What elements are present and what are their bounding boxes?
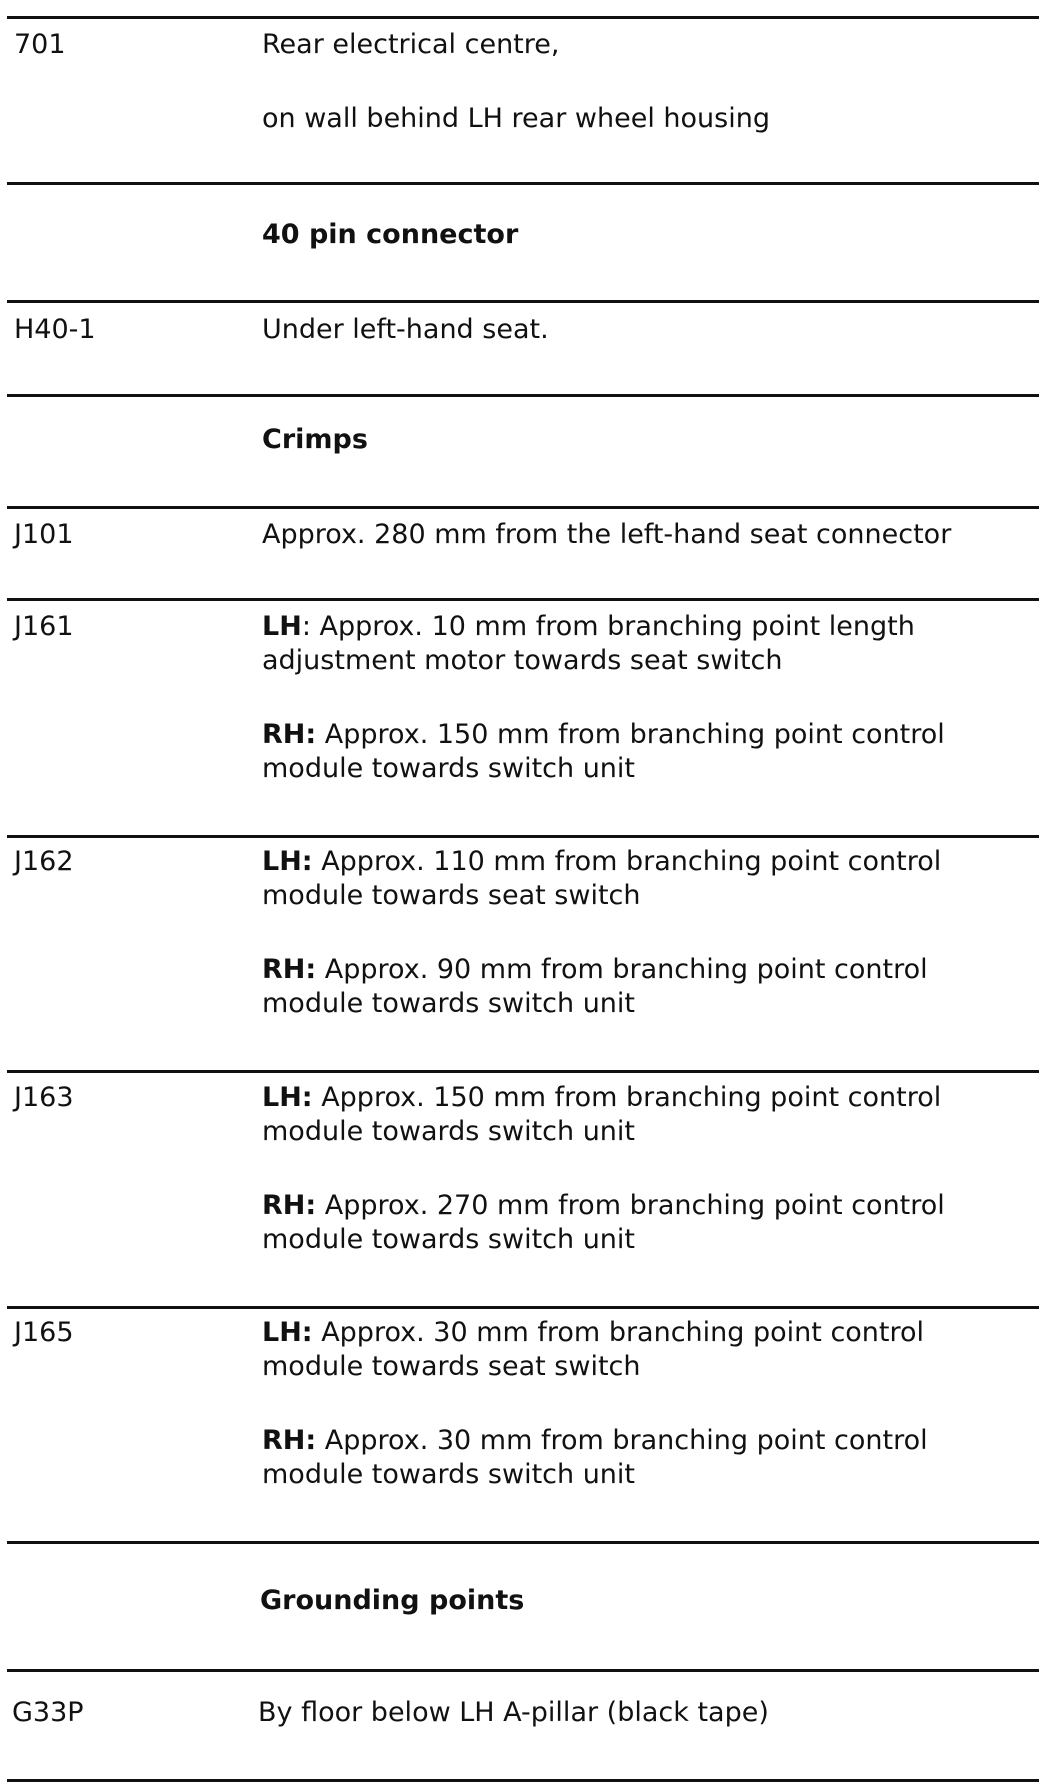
rh-paragraph: [262, 1424, 1022, 1492]
table-rule: [7, 1541, 1039, 1544]
row-id: J162: [14, 846, 74, 877]
lh-paragraph: [262, 845, 1022, 913]
section-heading: Grounding points: [260, 1585, 525, 1616]
rh-text: Approx. 270 mm from branching point control module towards switch unit: [262, 1190, 945, 1255]
row-description: [262, 28, 1022, 136]
rh-label: RH:: [262, 719, 317, 750]
lh-label: LH:: [262, 846, 313, 877]
section-heading: 40 pin connector: [262, 219, 519, 250]
lh-text: : Approx. 10 mm from branching point length adjustment motor towards seat switch: [262, 611, 915, 676]
row-id: 701: [14, 29, 66, 60]
lh-label: LH:: [262, 1317, 313, 1348]
rh-paragraph: [262, 1189, 1022, 1257]
section-heading: Crimps: [262, 424, 368, 455]
rh-text: Approx. 90 mm from branching point control module towards switch unit: [262, 954, 928, 1019]
table-rule: [7, 1779, 1039, 1782]
lh-paragraph: [262, 1081, 1022, 1149]
lh-text: Approx. 150 mm from branching point control module towards switch unit: [262, 1082, 942, 1147]
lh-text: Approx. 30 mm from branching point control module towards seat switch: [262, 1317, 925, 1382]
rh-paragraph: [262, 953, 1022, 1021]
row-description: Approx. 280 mm from the left-hand seat connector: [262, 519, 952, 550]
table-rule: [7, 182, 1039, 185]
table-rule: [7, 1669, 1039, 1672]
row-id: J101: [14, 519, 74, 550]
row-description: By floor below LH A-pillar (black tape): [258, 1697, 769, 1728]
row-id: J163: [14, 1082, 74, 1113]
table-rule: [7, 300, 1039, 303]
row-id: H40-1: [14, 314, 96, 345]
row-description: Under left-hand seat.: [262, 314, 549, 345]
row-description: [262, 610, 1022, 786]
row-id: G33P: [12, 1697, 84, 1728]
table-rule: [7, 506, 1039, 509]
rh-label: RH:: [262, 954, 317, 985]
row-description: [262, 1316, 1022, 1492]
rh-text: Approx. 30 mm from branching point control module towards switch unit: [262, 1425, 928, 1490]
table-rule: [7, 835, 1039, 838]
rh-label: RH:: [262, 1425, 317, 1456]
rh-paragraph: [262, 718, 1022, 786]
rh-text: Approx. 150 mm from branching point control module towards switch unit: [262, 719, 945, 784]
lh-paragraph: [262, 610, 1022, 678]
lh-paragraph: [262, 1316, 1022, 1384]
row-description: [262, 1081, 1022, 1257]
table-rule: [7, 1070, 1039, 1073]
rh-label: RH:: [262, 1190, 317, 1221]
description-line: Rear electrical centre,: [262, 29, 560, 60]
lh-text: Approx. 110 mm from branching point control module towards seat switch: [262, 846, 942, 911]
table-rule: [7, 394, 1039, 397]
row-description: [262, 845, 1022, 1021]
description-line: on wall behind LH rear wheel housing: [262, 103, 770, 134]
row-id: J161: [14, 611, 74, 642]
lh-label: LH:: [262, 1082, 313, 1113]
table-rule: [7, 16, 1039, 19]
table-rule: [7, 1306, 1039, 1309]
lh-label: LH: [262, 611, 302, 642]
table-rule: [7, 598, 1039, 601]
row-id: J165: [14, 1317, 74, 1348]
